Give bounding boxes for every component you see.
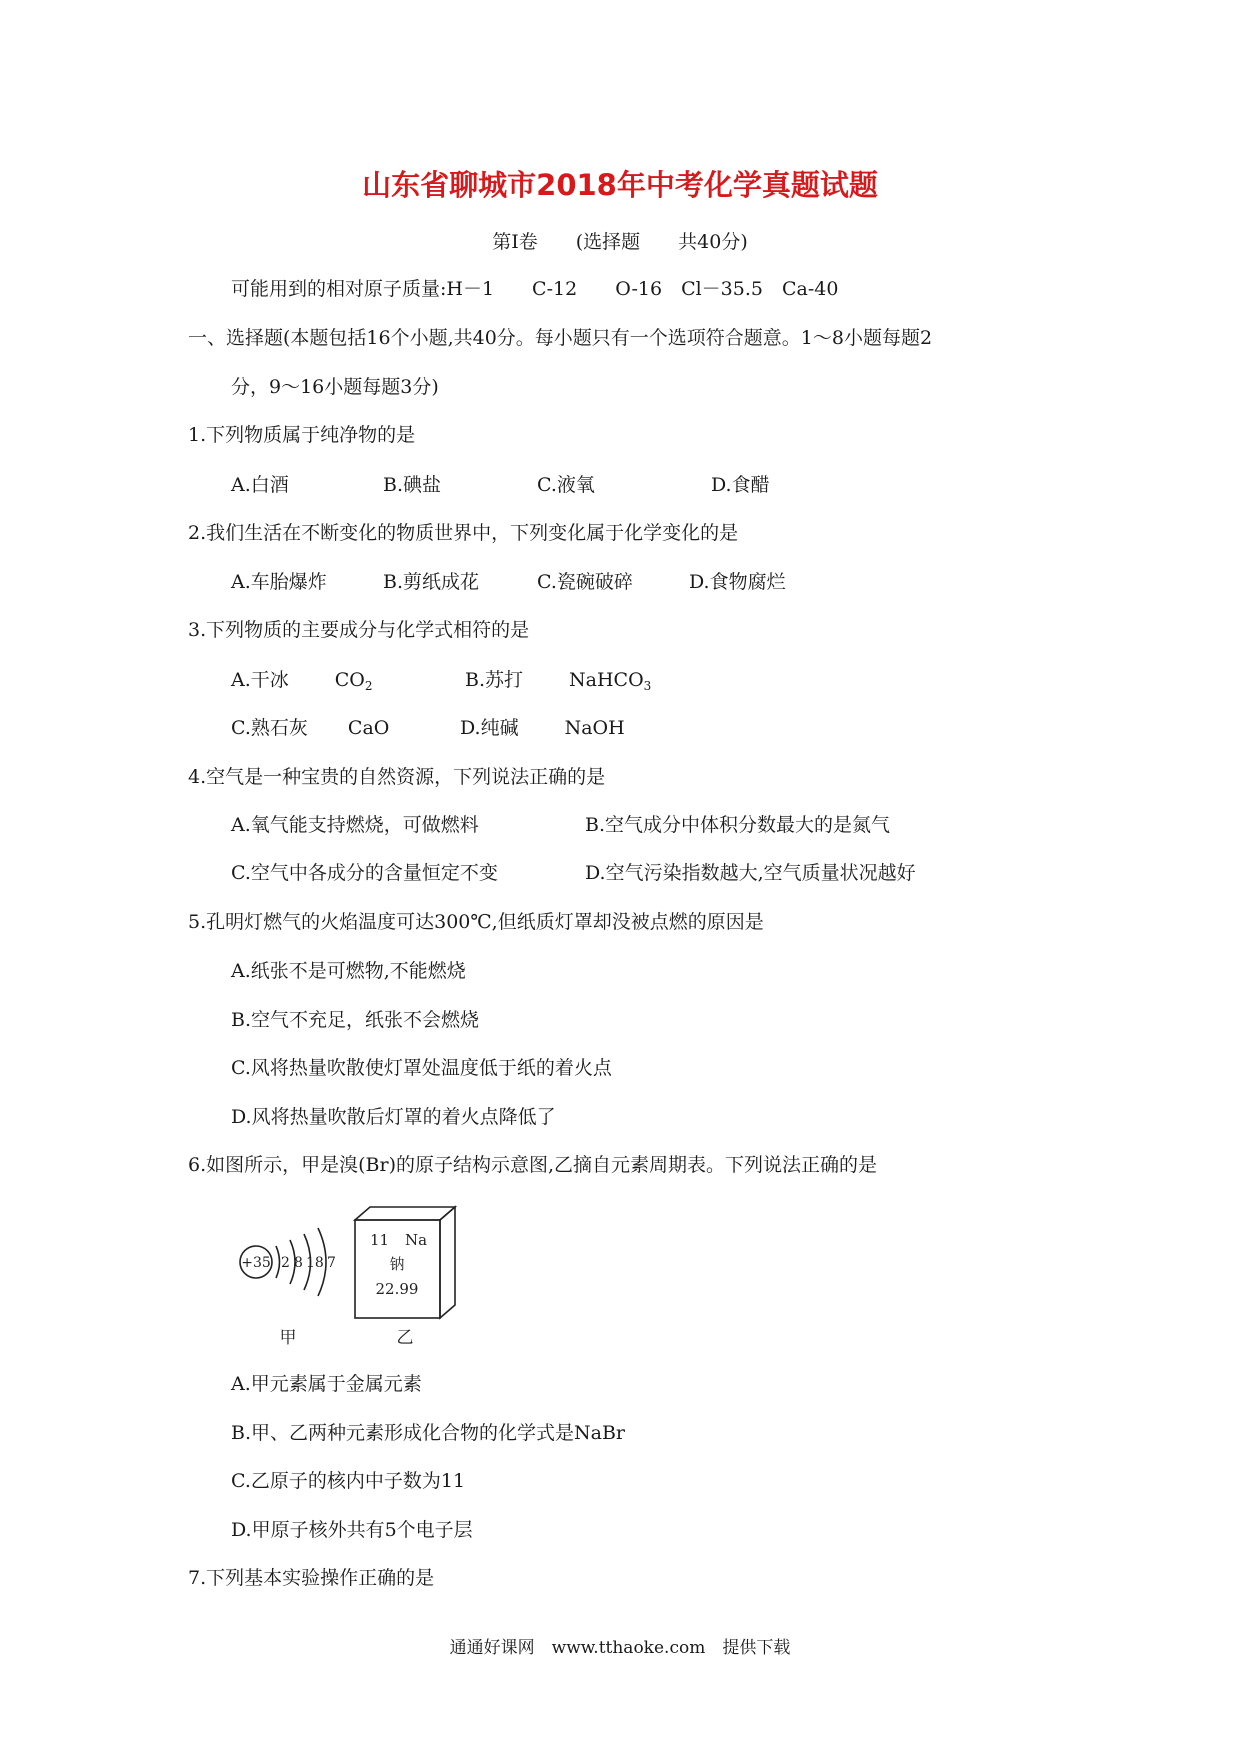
question-3-option-c: [231, 713, 389, 740]
part1-instructions-line2: 分，9～16小题每题3分): [231, 376, 439, 398]
question-2-option-b: B.剪纸成花: [383, 571, 480, 593]
question-2-option-a: A.车胎爆炸: [231, 571, 327, 593]
question-3-option-c-formula: CaO: [347, 717, 390, 739]
question-3-option-b-formula: NaHCO: [569, 669, 644, 691]
question-3-option-d-formula: NaOH: [564, 717, 625, 739]
page-title: 山东省聊城市2018年中考化学真题试题: [362, 168, 878, 202]
caption-jia: 甲: [279, 1328, 297, 1348]
question-5-stem: 5.孔明灯燃气的火焰温度可达300℃,但纸质灯罩却没被点燃的原因是: [188, 911, 764, 933]
atom-and-element-diagram: [230, 1205, 470, 1355]
question-3-option-b-label: B.苏打: [465, 669, 524, 691]
question-4-option-a: A.氧气能支持燃烧，可做燃料: [231, 814, 479, 836]
question-1-option-c: C.液氧: [537, 474, 595, 496]
question-5-option-d: D.风将热量吹散后灯罩的着火点降低了: [231, 1106, 556, 1128]
page-footer: 通通好课网 www.tthaoke.com 提供下载: [449, 1638, 791, 1658]
question-3-option-a: [231, 665, 373, 692]
question-6-option-c: C.乙原子的核内中子数为11: [231, 1470, 466, 1492]
part1-instructions-line1: 一、选择题(本题包括16个小题,共40分。每小题只有一个选项符合题意。1～8小题每题2: [188, 327, 933, 349]
periodic-table-cell: [355, 1207, 455, 1318]
question-1-option-a: A.白酒: [231, 474, 289, 496]
element-atomic-number: 11: [370, 1231, 390, 1249]
question-1-stem: 1.下列物质属于纯净物的是: [188, 424, 416, 446]
caption-yi: 乙: [396, 1328, 414, 1348]
question-7-stem: 7.下列基本实验操作正确的是: [188, 1567, 435, 1589]
shell-2-electrons: 8: [294, 1255, 303, 1271]
bromine-atom-structure: [240, 1228, 336, 1296]
section-header: 第Ⅰ卷 (选择题 共40分): [492, 231, 748, 253]
question-6-option-a: A.甲元素属于金属元素: [231, 1373, 422, 1395]
question-2-option-c: C.瓷碗破碎: [537, 571, 633, 593]
question-3-option-a-label: A.干冰: [231, 669, 289, 691]
question-1-option-d: D.食醋: [711, 474, 770, 496]
question-3-option-d: [460, 713, 625, 740]
question-6-option-b: B.甲、乙两种元素形成化合物的化学式是NaBr: [231, 1422, 626, 1444]
question-3-stem: 3.下列物质的主要成分与化学式相符的是: [188, 619, 530, 641]
element-name: 钠: [389, 1255, 405, 1273]
question-5-option-b: B.空气不充足，纸张不会燃烧: [231, 1009, 480, 1031]
element-symbol: Na: [405, 1231, 428, 1249]
question-6-figure: [230, 1205, 470, 1360]
question-6-stem: 6.如图所示，甲是溴(Br)的原子结构示意图,乙摘自元素周期表。下列说法正确的是: [188, 1154, 878, 1176]
question-4-option-d: D.空气污染指数越大,空气质量状况越好: [585, 862, 916, 884]
question-2-stem: 2.我们生活在不断变化的物质世界中，下列变化属于化学变化的是: [188, 522, 739, 544]
question-6-option-d: D.甲原子核外共有5个电子层: [231, 1519, 473, 1541]
question-3-option-c-label: C.熟石灰: [231, 717, 308, 739]
question-4-option-c: C.空气中各成分的含量恒定不变: [231, 862, 498, 884]
question-3-option-a-formula: CO: [334, 669, 365, 691]
question-3-option-a-subscript: 2: [364, 679, 373, 693]
question-5-option-a: A.纸张不是可燃物,不能燃烧: [231, 960, 466, 982]
element-mass: 22.99: [375, 1280, 419, 1298]
question-5-option-c: C.风将热量吹散使灯罩处温度低于纸的着火点: [231, 1057, 612, 1079]
nucleus-charge: +35: [241, 1255, 271, 1271]
question-2-option-d: D.食物腐烂: [689, 571, 786, 593]
question-4-option-b: B.空气成分中体积分数最大的是氮气: [585, 814, 891, 836]
question-1-option-b: B.碘盐: [383, 474, 442, 496]
electron-shell-1: [276, 1246, 280, 1278]
question-4-stem: 4.空气是一种宝贵的自然资源，下列说法正确的是: [188, 766, 606, 788]
shell-4-electrons: 7: [327, 1255, 336, 1271]
shell-1-electrons: 2: [281, 1255, 290, 1271]
question-3-option-b: [465, 665, 651, 692]
shell-3-electrons: 18: [306, 1255, 324, 1271]
atomic-masses: 可能用到的相对原子质量:H－1 C-12 O-16 Cl－35.5 Ca-40: [231, 278, 839, 300]
question-3-option-d-label: D.纯碱: [460, 717, 519, 739]
question-3-option-b-subscript: 3: [643, 679, 652, 693]
